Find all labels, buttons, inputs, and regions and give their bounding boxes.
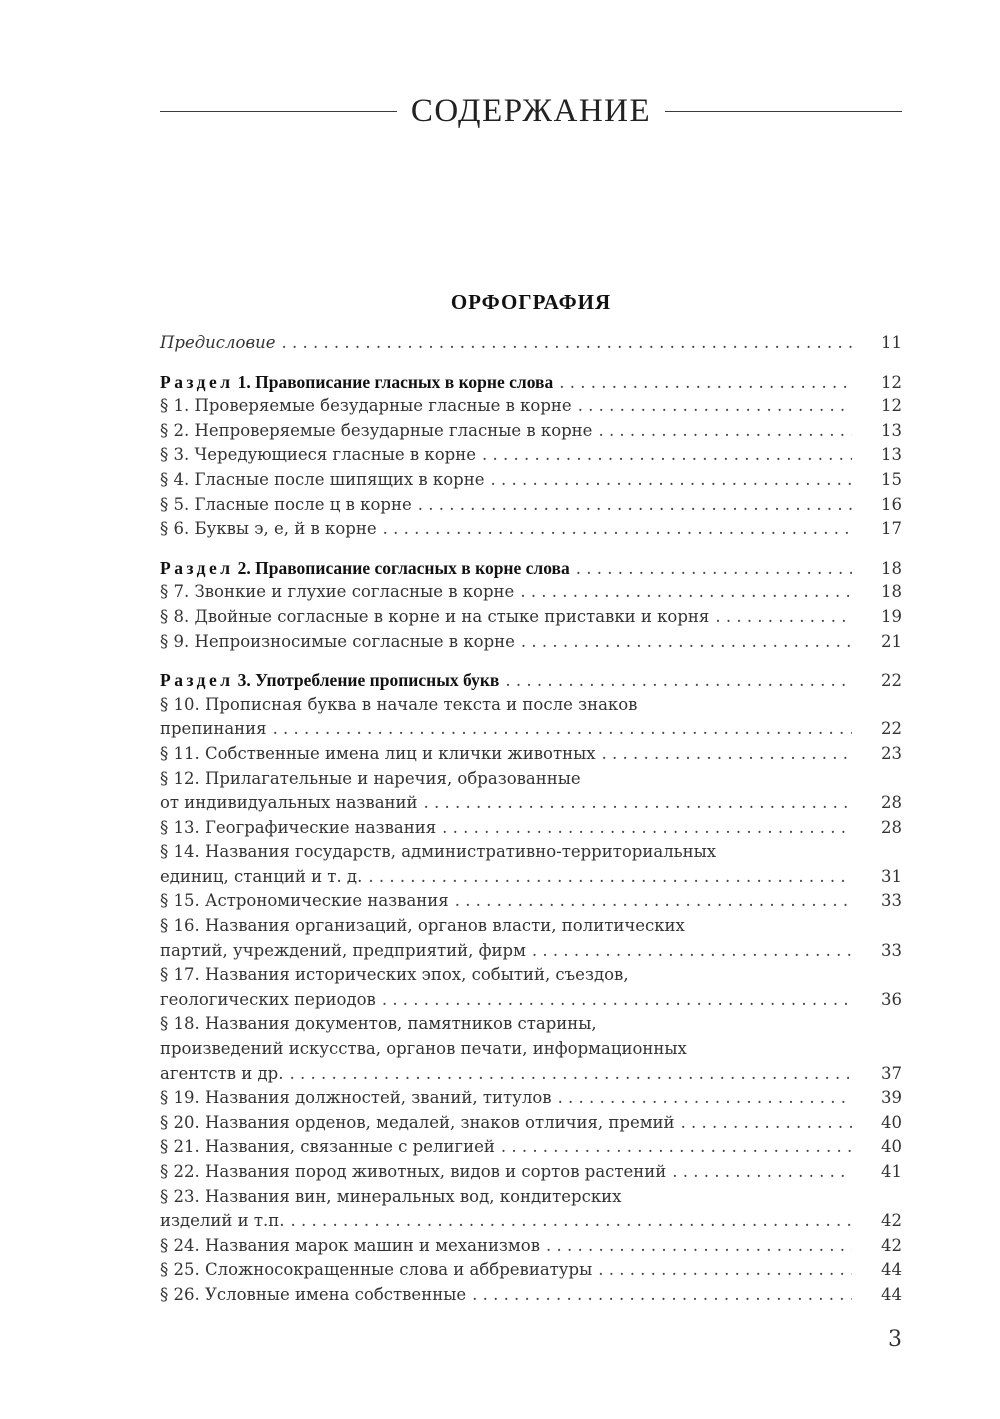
toc-entry[interactable] [160,693,902,742]
dot-leader [281,331,852,356]
dot-leader [383,517,852,542]
toc-entry[interactable] [160,630,902,655]
toc-entry-text: от индивидуальных названий [160,793,418,813]
toc-entry[interactable] [160,1111,902,1136]
toc-entry-text: § 18. Названия документов, памятников старины, [160,1014,597,1034]
dot-leader [576,557,852,582]
dot-leader [715,605,852,630]
dot-leader [602,742,852,767]
toc-entry[interactable] [160,1185,902,1234]
toc-entry[interactable] [160,517,902,542]
title-rule-left [160,111,397,112]
toc-entry[interactable] [160,767,902,816]
toc-entry[interactable] [160,493,902,518]
toc-entry-line [160,840,902,865]
toc-entry[interactable] [160,840,902,889]
dot-leader [520,580,852,605]
toc-page-number: 36 [881,989,902,1009]
toc-entry-line [160,914,902,939]
toc-entry[interactable] [160,1160,902,1185]
section-label [160,556,570,581]
toc-entry-line [160,816,902,841]
toc-entry-line [160,1234,902,1259]
dot-leader [532,939,852,964]
toc-entry-text: § 6. Буквы э, е, й в корне [160,519,377,539]
toc-entry-line [160,580,902,605]
toc-entry-text: § 4. Гласные после шипящих в корне [160,469,485,489]
toc-page-number: 40 [881,1112,902,1132]
toc-entry-text: § 20. Названия орденов, медалей, знаков отличия, премий [160,1112,675,1132]
dot-leader [418,493,852,518]
dot-leader [546,1234,852,1259]
part-title: ОРФОГРАФИЯ [450,290,612,314]
toc-entry-line [160,1160,902,1185]
toc-entry[interactable] [160,1258,902,1283]
toc-section-heading[interactable] [160,556,902,581]
toc-entry-line [160,865,902,890]
toc-entry-line [160,1111,902,1136]
toc-entry-text: препинания [160,719,267,739]
toc-entry-line [160,939,902,964]
toc-entry[interactable] [160,1283,902,1308]
toc-entry-text: § 9. Непроизносимые согласные в корне [160,631,515,651]
dot-leader [291,1209,853,1234]
toc-entry[interactable] [160,742,902,767]
toc-page-number: 13 [881,445,902,465]
toc-entry-text: § 24. Названия марок машин и механизмов [160,1235,540,1255]
dot-leader [672,1160,852,1185]
toc-entry[interactable] [160,889,902,914]
toc-entry-line [160,1037,902,1062]
toc-entry-line [160,1062,902,1087]
toc-page-number: 22 [881,671,902,691]
toc-entry-text: § 12. Прилагательные и наречия, образованные [160,768,581,788]
toc-entry-text: § 3. Чередующиеся гласные в корне [160,445,477,465]
section-label [160,370,553,395]
toc-entry-text: § 19. Названия должностей, званий, титулов [160,1088,552,1108]
section-keyword: Раздел [160,670,234,691]
toc-entry-text: § 5. Гласные после ц в корне [160,494,412,514]
toc-page-number: 11 [881,333,902,352]
toc-entry-line [160,791,902,816]
toc-page-number: 42 [881,1211,902,1231]
toc-entry[interactable] [160,914,902,963]
toc-entry-line [160,394,902,419]
dot-leader [273,717,852,742]
toc-entry-text: § 13. Географические названия [160,817,437,837]
toc-entry-text: партий, учреждений, предприятий, фирм [160,940,526,960]
toc-page-number: 12 [881,372,902,392]
section-keyword: Раздел [160,557,234,578]
toc-entry[interactable] [160,1135,902,1160]
toc-page-number: 19 [881,606,902,626]
toc-page-number: 18 [881,558,902,578]
toc-entry[interactable] [160,605,902,630]
dot-leader [472,1283,852,1308]
toc-entry-text: § 14. Названия государств, административно-территориальных [160,842,717,862]
toc-entry-text: § 7. Звонкие и глухие согласные в корне [160,582,515,602]
toc-entry-text: § 25. Сложносокращенные слова и аббревиатуры [160,1260,593,1280]
dot-leader [598,1258,852,1283]
toc-entry[interactable] [160,816,902,841]
toc-page-number: 44 [881,1260,902,1280]
dot-leader [491,468,852,493]
toc-entry-line [160,717,902,742]
toc-entry[interactable] [160,963,902,1012]
toc-entry-text: геологических периодов [160,989,376,1009]
toc-entry[interactable] [160,419,902,444]
toc-preface-label: Предисловие [160,333,276,352]
title-row [160,86,902,136]
page-title: СОДЕРЖАНИЕ [410,92,652,129]
toc-entry-line [160,1185,902,1210]
toc-entry-line [160,1258,902,1283]
toc-page-number: 13 [881,420,902,440]
toc-entry-line [160,630,902,655]
toc-entry-line [160,693,902,718]
toc-entry-text: § 2. Непроверяемые безударные гласные в корне [160,420,593,440]
toc-entry-text: § 1. Проверяемые безударные гласные в корне [160,396,572,416]
section-label [160,668,499,693]
toc-entry-line [160,767,902,792]
toc-entry-line [160,889,902,914]
toc-entry-line [160,419,902,444]
toc-section-heading[interactable] [160,370,902,395]
dot-leader [505,669,852,694]
dot-leader [482,443,852,468]
toc-entry-text: § 26. Условные имена собственные [160,1284,467,1304]
page-number: 3 [888,1327,902,1352]
toc-entry-line [160,1012,902,1037]
dot-leader [289,1062,852,1087]
toc-page-number: 16 [881,494,902,514]
toc-entry-text: § 22. Названия пород животных, видов и сортов растений [160,1162,667,1181]
dot-leader [598,419,852,444]
table-of-contents [160,331,902,1308]
section-title: 3. Употребление прописных букв [237,670,500,691]
toc-entry-line [160,468,902,493]
dot-leader [578,394,852,419]
toc-entry-line [160,517,902,542]
toc-entry-line [160,493,902,518]
toc-page-number: 22 [881,719,902,739]
dot-leader [455,889,852,914]
toc-entry[interactable] [160,1234,902,1259]
toc-page-number: 28 [881,817,902,837]
toc-entry[interactable] [160,443,902,468]
toc-entry[interactable] [160,468,902,493]
dot-leader [521,630,852,655]
toc-entry[interactable] [160,1012,902,1086]
dot-leader [681,1111,852,1136]
section-keyword: Раздел [160,371,234,392]
toc-page-number: 21 [881,631,902,651]
toc-page-number: 12 [881,396,902,416]
dot-leader [558,1086,852,1111]
toc-page-number: 44 [881,1284,902,1304]
toc-entry-line [160,1209,902,1234]
toc-page-number: 33 [881,940,902,960]
section-title: 1. Правописание гласных в корне слова [237,371,554,392]
toc-entry[interactable] [160,1086,902,1111]
toc-entry-text: § 23. Названия вин, минеральных вод, кондитерских [160,1186,622,1206]
toc-entry-line [160,988,902,1013]
toc-page-number: 42 [881,1235,902,1255]
toc-entry-line [160,1283,902,1308]
toc-page-number: 41 [881,1162,902,1181]
toc-entry-text: § 11. Собственные имена лиц и клички животных [160,743,596,763]
toc-entry[interactable] [160,394,902,419]
toc-entry-text: § 17. Названия исторических эпох, событий, съездов, [160,965,629,985]
toc-entry-line [160,1135,902,1160]
toc-entry-text: § 15. Астрономические названия [160,891,449,911]
toc-page-number: 40 [881,1137,902,1157]
toc-entry-line [160,443,902,468]
toc-entry-line [160,963,902,988]
dot-leader [424,791,852,816]
dot-leader [559,371,852,396]
toc-entry-text: § 8. Двойные согласные в корне и на стыке приставки и корня [160,606,710,626]
dot-leader [368,865,852,890]
toc-page-number: 31 [881,866,902,886]
toc-page-number: 23 [881,743,902,763]
toc-entry-text: § 16. Названия организаций, органов власти, политических [160,916,685,936]
title-rule-right [665,111,902,112]
section-title: 2. Правописание согласных в корне слова [237,557,570,578]
toc-entry-line [160,742,902,767]
toc-page-number: 18 [881,582,902,602]
toc-entry-text: § 21. Названия, связанные с религией [160,1137,495,1157]
toc-page-number: 15 [881,469,902,489]
toc-entry[interactable] [160,580,902,605]
toc-preface[interactable] [160,331,902,356]
toc-entry-line [160,605,902,630]
toc-section-heading[interactable] [160,668,902,693]
toc-entry-line [160,1086,902,1111]
toc-page-number: 28 [881,793,902,813]
toc-entry-text: единиц, станций и т. д. [160,866,363,886]
dot-leader [501,1135,852,1160]
toc-entry-text: изделий и т.п. [160,1211,285,1231]
dot-leader [442,816,852,841]
toc-page-number: 39 [881,1088,902,1108]
toc-page-number: 37 [881,1063,902,1083]
toc-entry-text: агентств и др. [160,1063,284,1083]
dot-leader [382,988,852,1013]
toc-entry-text: § 10. Прописная буква в начале текста и после знаков [160,694,638,714]
toc-page-number: 33 [881,891,902,911]
toc-page-number: 17 [881,519,902,539]
toc-entry-text: произведений искусства, органов печати, информационных [160,1039,687,1059]
